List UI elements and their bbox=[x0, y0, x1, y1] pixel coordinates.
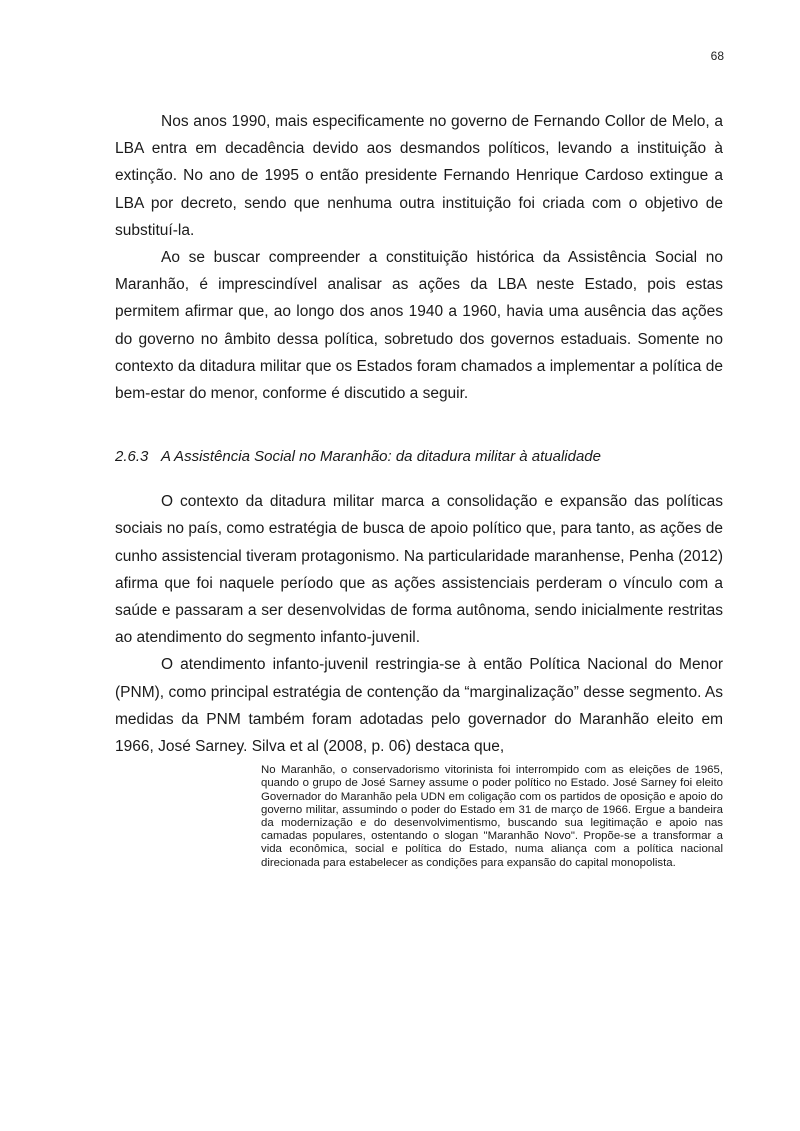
paragraph-lba-decline: Nos anos 1990, mais especificamente no governo de Fernando Collor de Melo, a LBA entra em decadência devido aos desmandos políticos, levando a instituição à extinção. No ano de 1995 o então presidente Fernando Henrique Cardoso extingue a LBA por decreto, sendo que nenhuma outra instituição foi criada com o objetivo de substituí-la. bbox=[115, 113, 723, 239]
page-number: 68 bbox=[710, 49, 724, 63]
section-number: 2.6.3 bbox=[115, 448, 149, 466]
document-body bbox=[115, 108, 723, 870]
section-title: A Assistência Social no Maranhão: da ditadura militar à atualidade bbox=[161, 448, 601, 466]
block-quote: No Maranhão, o conservadorismo vitorinista foi interrompido com as eleições de 1965, quando o grupo de José Sarney assume o poder político no Estado. José Sarney foi eleito Governador do Maranhão pela UDN em coligação com os partidos de oposição e apoio do governo militar, assumindo o poder do Estado em 31 de março de 1966. Ergue a bandeira da modernização e do desenvolvimentismo, buscando sua legitimação e apoio nas camadas populares, ostentando o slogan "Maranhão Novo". Propõe-se a transformar a vida econômica, social e política do Estado, numa aliança com a política nacional direcionada para estabelecer as condições para expansão do capital monopolista. bbox=[261, 764, 723, 869]
section-heading bbox=[115, 445, 723, 469]
paragraph-lba-maranhao: Ao se buscar compreender a constituição histórica da Assistência Social no Maranhão, é imprescindível analisar as ações da LBA neste Estado, pois estas permitem afirmar que, ao longo dos anos 1940 a 1960, havia uma ausência das ações do governo no âmbito dessa política, sobretudo dos governos estaduais. Somente no contexto da ditadura militar que os Estados foram chamados a implementar a política de bem-estar do menor, conforme é discutido a seguir. bbox=[115, 249, 723, 403]
paragraph-ditadura-context: O contexto da ditadura militar marca a consolidação e expansão das políticas sociais no país, como estratégia de busca de apoio político que, para tanto, as ações de cunho assistencial tiveram protagonismo. Na particularidade maranhense, Penha (2012) afirma que foi naquele período que as ações assistenciais perderam o vínculo com a saúde e passaram a ser desenvolvidas de forma autônoma, sendo inicialmente restritas ao atendimento do segmento infanto-juvenil. bbox=[115, 493, 723, 647]
paragraph-pnm: O atendimento infanto-juvenil restringia-se à então Política Nacional do Menor (PNM), como principal estratégia de contenção da “marginalização” desse segmento. As medidas da PNM também foram adotadas pelo governador do Maranhão eleito em 1966, José Sarney. Silva et al (2008, p. 06) destaca que, bbox=[115, 656, 723, 756]
